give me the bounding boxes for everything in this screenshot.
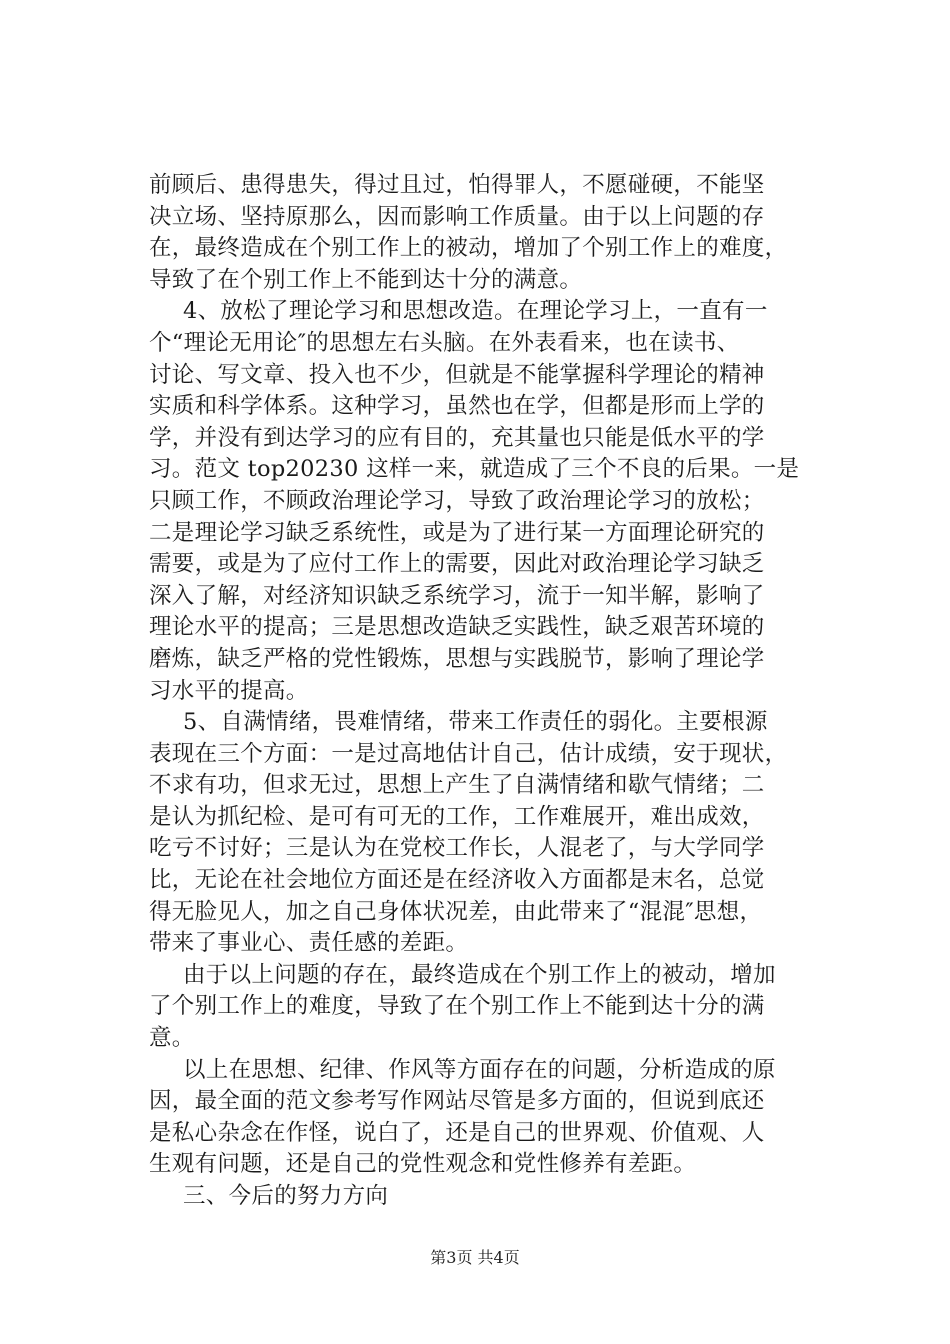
- page-footer: 第3页 共4页: [430, 1248, 520, 1267]
- text-line: 4、放松了理论学习和思想改造。在理论学习上，一直有一: [183, 298, 768, 325]
- text-line: 了个别工作上的难度，导致了在个别工作上不能到达十分的满: [149, 993, 765, 1020]
- text-line: 习。范文 top20230 这样一来，就造成了三个不良的后果。一是: [149, 456, 800, 483]
- text-line: 导致了在个别工作上不能到达十分的满意。: [149, 266, 583, 293]
- text-line: 需要，或是为了应付工作上的需要，因此对政治理论学习缺乏: [149, 551, 765, 578]
- text-line: 讨论、写文章、投入也不少，但就是不能掌握科学理论的精神: [149, 361, 765, 388]
- text-line: 5、自满情绪，畏难情绪，带来工作责任的弱化。主要根源: [183, 709, 768, 736]
- text-line: 决立场、坚持原那么，因而影响工作质量。由于以上问题的存: [149, 203, 765, 230]
- text-line: 因，最全面的范文参考写作网站尽管是多方面的，但说到底还: [149, 1088, 765, 1115]
- text-line: 是私心杂念在作怪，说白了，还是自己的世界观、价值观、人: [149, 1119, 765, 1146]
- text-line: 深入了解，对经济知识缺乏系统学习，流于一知半解，影响了: [149, 582, 765, 609]
- text-line: 前顾后、患得患失，得过且过，怕得罪人，不愿碰硬，不能坚: [149, 172, 765, 198]
- text-line: 只顾工作，不顾政治理论学习，导致了政治理论学习的放松；: [149, 487, 765, 514]
- text-line: 由于以上问题的存在，最终造成在个别工作上的被动，增加: [183, 961, 776, 988]
- text-line: 生观有问题，还是自己的党性观念和党性修养有差距。: [149, 1151, 697, 1178]
- text-line: 磨炼，缺乏严格的党性锻炼，思想与实践脱节，影响了理论学: [149, 645, 765, 672]
- text-line: 个“理论无用论″的思想左右头脑。在外表看来，也在读书、: [149, 329, 740, 356]
- text-line: 在，最终造成在个别工作上的被动，增加了个别工作上的难度，: [149, 235, 788, 262]
- text-line: 吃亏不讨好；三是认为在党校工作长，人混老了，与大学同学: [149, 835, 765, 862]
- body-text: [149, 170, 839, 1213]
- text-line: 带来了事业心、责任感的差距。: [149, 930, 469, 957]
- text-line: 二是理论学习缺乏系统性，或是为了进行某一方面理论研究的: [149, 519, 765, 546]
- text-line: 比，无论在社会地位方面还是在经济收入方面都是末名，总觉: [149, 867, 765, 894]
- text-line: 意。: [149, 1025, 195, 1052]
- text-line: 三、今后的努力方向: [183, 1183, 389, 1209]
- text-line: 习水平的提高。: [149, 677, 309, 704]
- text-line: 学，并没有到达学习的应有目的，充其量也只能是低水平的学: [149, 424, 765, 451]
- text-line: 是认为抓纪检、是可有可无的工作，工作难展开，难出成效，: [149, 803, 765, 830]
- text-line: 实质和科学体系。这种学习，虽然也在学，但都是形而上学的: [149, 393, 765, 420]
- text-line: 理论水平的提高；三是思想改造缺乏实践性，缺乏艰苦环境的: [149, 614, 765, 641]
- text-line: 以上在思想、纪律、作风等方面存在的问题，分析造成的原: [183, 1056, 776, 1083]
- text-line: 得无脸见人，加之自己身体状况差，由此带来了“混混″思想，: [149, 898, 763, 925]
- text-line: 表现在三个方面：一是过高地估计自己，估计成绩，安于现状，: [149, 740, 788, 767]
- text-line: 不求有功，但求无过，思想上产生了自满情绪和歇气情绪；二: [149, 772, 765, 799]
